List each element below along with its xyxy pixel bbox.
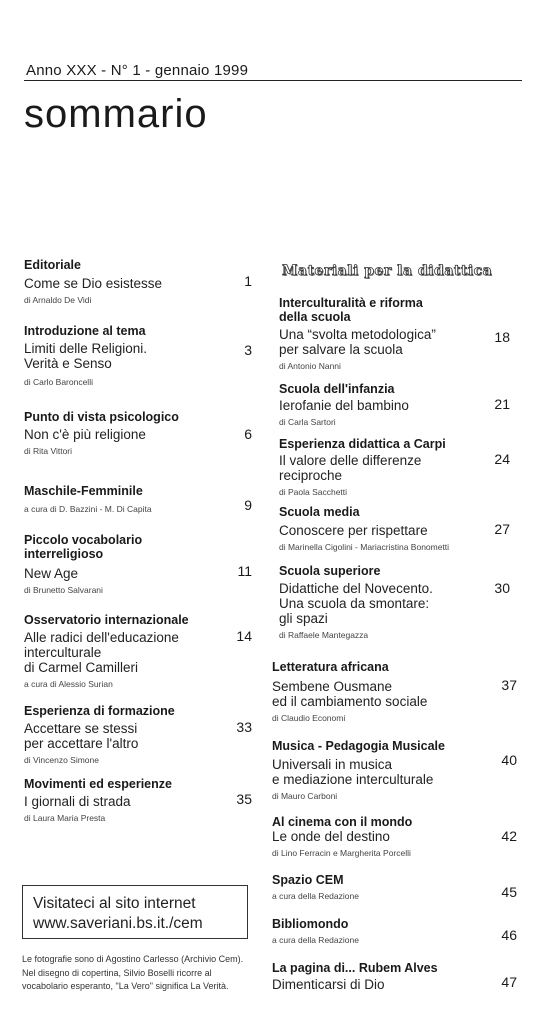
page-number: 40	[501, 752, 517, 768]
website-url[interactable]: www.saveriani.bs.it./cem	[33, 915, 203, 932]
article-author: di Raffaele Mantegazza	[279, 630, 369, 640]
toc-entry-letteratura-africana[interactable]	[272, 660, 482, 724]
materiali-banner: Materiali per la didattica	[282, 263, 493, 279]
page-number: 6	[244, 426, 252, 442]
page-number: 21	[494, 396, 510, 412]
toc-entry-spazio-cem[interactable]	[272, 873, 472, 902]
article-title-line2: reciproche	[279, 468, 343, 483]
toc-entry-intercultura-riforma[interactable]	[279, 296, 479, 372]
masthead-title: sommario	[24, 92, 208, 136]
issue-line: Anno XXX - N° 1 - gennaio 1999	[26, 62, 249, 79]
photo-credits: Le fotografie sono di Agostino Carlesso (Archivio Cem). Nel disegno di copertina, Silvio Boselli ricorre al vocabolario esperanto, "La Vero" significa La Verità.	[22, 954, 244, 991]
section-title: Piccolo vocabolario interreligioso	[24, 533, 143, 561]
article-author: di Claudio Economi	[272, 713, 346, 723]
section-title: Esperienza didattica a Carpi	[279, 437, 446, 451]
section-title: La pagina di... Rubem Alves	[272, 961, 438, 975]
article-title-line2: per accettare l'altro	[24, 736, 139, 751]
article-author: di Paola Sacchetti	[279, 487, 348, 497]
section-title: Al cinema con il mondo	[272, 815, 413, 829]
article-title-line2: e mediazione interculturale	[272, 772, 434, 787]
page-number: 42	[501, 828, 517, 844]
article-author: di Brunetto Salvarani	[24, 585, 103, 595]
toc-entry-carpi[interactable]	[279, 437, 504, 498]
article-title-line2: interculturale	[24, 645, 102, 660]
toc-entry-infanzia[interactable]	[279, 382, 479, 428]
toc-entry-osservatorio[interactable]	[24, 613, 234, 690]
article-title: Alle radici dell'educazione	[24, 630, 179, 645]
article-author: di Vincenzo Simone	[24, 755, 99, 765]
toc-entry-formazione[interactable]	[24, 704, 234, 766]
section-title: Maschile-Femminile	[24, 484, 143, 498]
article-title-line3: gli spazi	[279, 611, 328, 626]
page-number: 30	[494, 580, 510, 596]
article-title: Una “svolta metodologica”	[279, 327, 436, 342]
toc-entry-bibliomondo[interactable]	[272, 917, 472, 946]
section-title: Bibliomondo	[272, 917, 349, 931]
article-title: Limiti delle Religioni.	[24, 341, 148, 356]
article-author: di Rita Vittori	[24, 446, 73, 456]
section-title: Spazio CEM	[272, 873, 344, 887]
article-title-line2: Una scuola da smontare:	[279, 596, 430, 611]
article-author: a cura di Alessio Surian	[24, 679, 113, 689]
website-box[interactable]	[22, 885, 248, 939]
page-number: 45	[501, 884, 517, 900]
page-number: 9	[244, 497, 252, 513]
toc-entry-maschile-femminile[interactable]	[24, 484, 234, 515]
article-author: di Arnaldo De Vidi	[24, 295, 92, 305]
header-rule	[24, 80, 522, 81]
page-number: 37	[501, 677, 517, 693]
article-title: Il valore delle differenze	[279, 453, 422, 468]
article-title: I giornali di strada	[24, 794, 131, 809]
page-number: 14	[236, 628, 252, 644]
article-title-line2: ed il cambiamento sociale	[272, 694, 428, 709]
article-title-line3: di Carmel Camilleri	[24, 660, 139, 675]
article-author: di Laura Maria Presta	[24, 813, 106, 823]
page-number: 18	[494, 329, 510, 345]
page-number: 27	[494, 521, 510, 537]
article-title: Non c'è più religione	[24, 427, 146, 442]
section-title: Editoriale	[24, 258, 81, 272]
article-title-line2: Verità e Senso	[24, 356, 112, 371]
page-number: 11	[237, 563, 252, 579]
section-title: Interculturalità e riforma della scuola	[279, 296, 423, 324]
page-number: 1	[244, 273, 252, 289]
section-title: Letteratura africana	[272, 660, 389, 674]
article-title: Sembene Ousmane	[272, 679, 393, 694]
article-title: Le onde del destino	[272, 829, 390, 844]
toc-entry-rubem-alves[interactable]	[272, 961, 492, 992]
toc-entry-vocabolario[interactable]	[24, 533, 224, 596]
article-title: New Age	[24, 566, 79, 581]
toc-entry-introduzione[interactable]	[24, 324, 224, 388]
article-title: Accettare se stessi	[24, 721, 138, 736]
page-number: 47	[501, 974, 517, 990]
toc-entry-musica[interactable]	[272, 739, 492, 802]
page-number: 3	[244, 342, 252, 358]
article-author: di Mauro Carboni	[272, 791, 338, 801]
page-number: 33	[236, 719, 252, 735]
article-title: Conoscere per rispettare	[279, 523, 428, 538]
article-title: Ierofanie del bambino	[279, 398, 409, 413]
page-number: 24	[494, 451, 510, 467]
website-invite: Visitateci al sito internet	[33, 895, 196, 912]
article-title: Dimenticarsi di Dio	[272, 977, 385, 992]
toc-entry-psicologico[interactable]	[24, 410, 234, 457]
section-title: Punto di vista psicologico	[24, 410, 179, 424]
article-title: Didattiche del Novecento.	[279, 581, 433, 596]
article-title-line2: per salvare la scuola	[279, 342, 403, 357]
toc-entry-scuola-superiore[interactable]	[279, 564, 479, 641]
toc-entry-movimenti[interactable]	[24, 777, 234, 824]
article-title: Come se Dio esistesse	[24, 276, 163, 291]
section-title: Scuola superiore	[279, 564, 381, 578]
section-title: Esperienza di formazione	[24, 704, 175, 718]
article-author: a cura della Redazione	[272, 891, 359, 901]
section-title: Musica - Pedagogia Musicale	[272, 739, 445, 753]
section-title: Scuola dell'infanzia	[279, 382, 395, 396]
article-author: di Marinella Cigolini - Mariacristina Bonometti	[279, 542, 450, 552]
section-title: Introduzione al tema	[24, 324, 146, 338]
section-title: Movimenti ed esperienze	[24, 777, 172, 791]
toc-entry-cinema[interactable]	[272, 815, 492, 859]
section-title: Scuola media	[279, 505, 360, 519]
page-number: 46	[501, 927, 517, 943]
article-author: di Carlo Baroncelli	[24, 377, 93, 387]
article-author: di Antonio Nanni	[279, 361, 341, 371]
section-title: Osservatorio internazionale	[24, 613, 189, 627]
article-title: Universali in musica	[272, 757, 393, 772]
page-number: 35	[236, 791, 252, 807]
article-author: di Lino Ferracin e Margherita Porcelli	[272, 848, 411, 858]
article-author: a cura della Redazione	[272, 935, 359, 945]
toc-entry-editoriale[interactable]	[24, 258, 224, 306]
article-author: a cura di D. Bazzini - M. Di Capita	[24, 504, 152, 514]
article-author: di Carla Sartori	[279, 417, 336, 427]
